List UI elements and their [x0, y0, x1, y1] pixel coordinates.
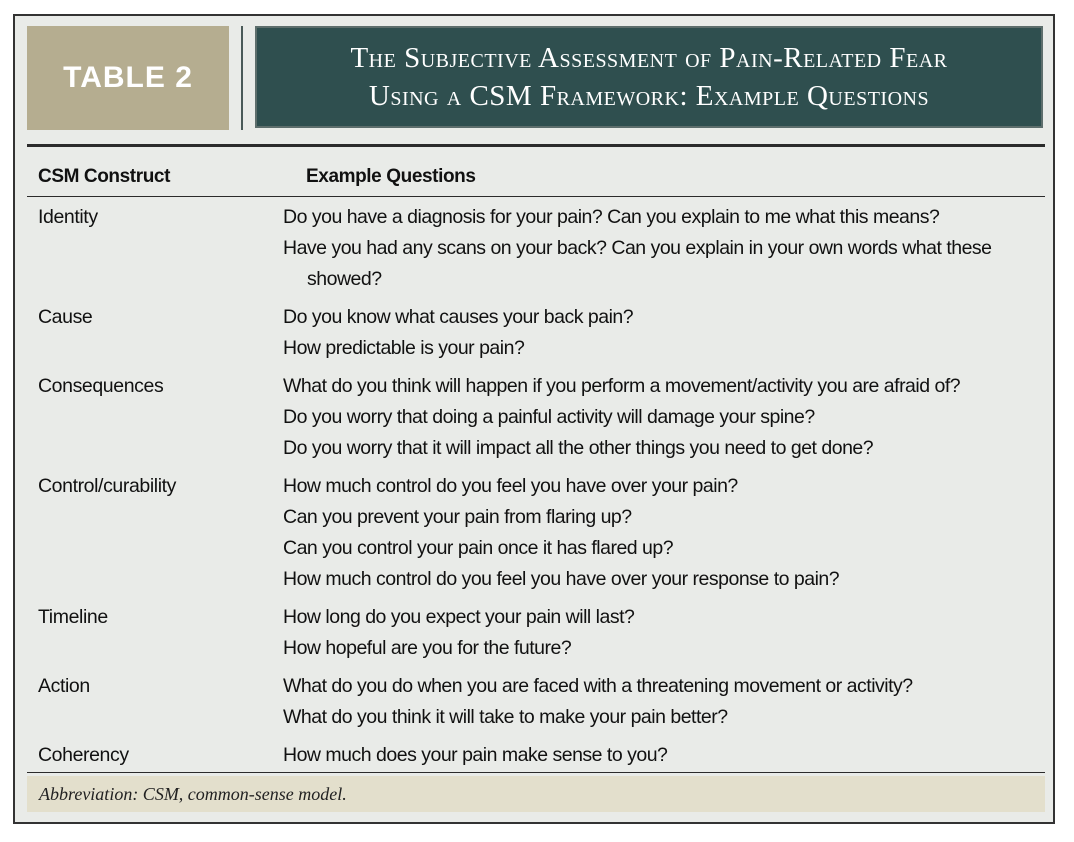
- example-question: How long do you expect your pain will last?: [283, 606, 635, 628]
- questions-cell: [283, 202, 1023, 295]
- table-footnote: [27, 776, 1045, 812]
- table-frame: [13, 14, 1055, 824]
- example-question: Do you worry that it will impact all the other things you need to get done?: [283, 437, 874, 459]
- header-construct: CSM Construct: [38, 166, 171, 187]
- example-question: Have you had any scans on your back? Can you explain in your own words what these showed?: [283, 237, 992, 290]
- table-number-label: TABLE 2: [63, 61, 193, 94]
- construct-cell: Coherency: [38, 744, 129, 766]
- divider-line: [241, 26, 243, 130]
- questions-cell: [283, 471, 1023, 595]
- construct-cell: Consequences: [38, 375, 164, 397]
- table-row: [15, 371, 1055, 464]
- construct-cell: Identity: [38, 206, 98, 228]
- example-question: Do you worry that doing a painful activity will damage your spine?: [283, 406, 815, 428]
- example-question: What do you think it will take to make your pain better?: [283, 706, 728, 728]
- top-rule: [27, 144, 1045, 147]
- table-title-line-2: Using a CSM Framework: Example Questions: [368, 80, 930, 112]
- example-question: What do you think will happen if you perform a movement/activity you are afraid of?: [283, 375, 961, 397]
- example-question: What do you do when you are faced with a threatening movement or activity?: [283, 675, 913, 697]
- example-question: Do you have a diagnosis for your pain? Can you explain to me what this means?: [283, 206, 940, 228]
- table-row: [15, 671, 1055, 733]
- questions-cell: [283, 740, 1023, 771]
- example-question: How hopeful are you for the future?: [283, 637, 572, 659]
- example-question: How predictable is your pain?: [283, 337, 525, 359]
- table-row: [15, 602, 1055, 664]
- table-row: [15, 740, 1055, 771]
- construct-cell: Control/curability: [38, 475, 177, 497]
- table-title: [255, 26, 1043, 128]
- example-question: How much does your pain make sense to you?: [283, 744, 668, 766]
- table-row: [15, 471, 1055, 595]
- example-question: Can you prevent your pain from flaring up?: [283, 506, 632, 528]
- questions-cell: [283, 302, 1023, 364]
- example-question: How much control do you feel you have over your pain?: [283, 475, 738, 497]
- example-question: Do you know what causes your back pain?: [283, 306, 634, 328]
- construct-cell: Cause: [38, 306, 93, 328]
- abbreviation-note: Abbreviation: CSM, common-sense model.: [39, 783, 347, 804]
- table-row: [15, 202, 1055, 295]
- construct-cell: Timeline: [38, 606, 108, 628]
- table-title-line-1: The Subjective Assessment of Pain-Related Fear: [350, 42, 948, 74]
- example-question: How much control do you feel you have over your response to pain?: [283, 568, 840, 590]
- example-question: Can you control your pain once it has flared up?: [283, 537, 674, 559]
- table-row: [15, 302, 1055, 364]
- table-body: [15, 202, 1055, 778]
- header-questions: Example Questions: [306, 166, 476, 187]
- table-number-badge: [27, 26, 229, 130]
- questions-cell: [283, 371, 1023, 464]
- questions-cell: [283, 602, 1023, 664]
- header-rule: [27, 196, 1045, 197]
- construct-cell: Action: [38, 675, 90, 697]
- questions-cell: [283, 671, 1023, 733]
- bottom-rule: [27, 772, 1045, 773]
